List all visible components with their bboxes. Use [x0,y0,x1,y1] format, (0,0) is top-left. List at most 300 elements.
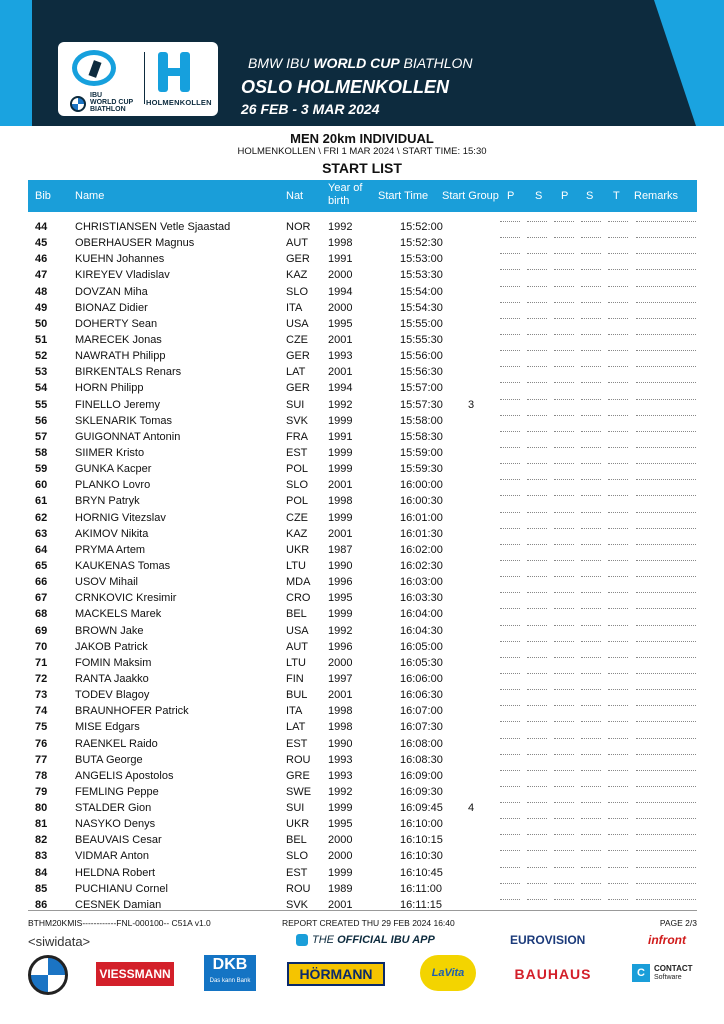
blank-entry-line [527,834,547,835]
blank-entry-line [608,770,628,771]
year-cell: 1996 [328,576,353,589]
blank-entry-line [581,431,601,432]
table-row [0,543,724,559]
blank-entry-line [554,641,574,642]
blank-entry-line [608,592,628,593]
blank-entry-line [581,399,601,400]
blank-entry-line [636,495,696,496]
nat-cell: SVK [286,898,309,911]
nat-cell: LTU [286,559,306,572]
blank-entry-line [500,528,520,529]
blank-entry-line [636,350,696,351]
blank-entry-line [581,512,601,513]
blank-entry-line [527,253,547,254]
blank-entry-line [554,286,574,287]
name-cell: TODEV Blagoy [75,689,150,702]
biathlete-logo-icon [72,50,116,86]
blank-entry-line [500,867,520,868]
nat-cell: ROU [286,753,311,766]
year-cell: 1987 [328,543,353,556]
blank-entry-line [554,237,574,238]
blank-entry-line [527,850,547,851]
table-row [0,430,724,446]
event-series: BMW IBU WORLD CUP BIATHLON [248,55,473,71]
blank-entry-line [581,237,601,238]
name-cell: KIREYEV Vladislav [75,269,170,282]
blank-entry-line [581,818,601,819]
blank-entry-line [636,399,696,400]
contact-software-logo: C CONTACT Software [632,960,698,986]
bib-cell: 50 [35,317,48,330]
blank-entry-line [581,495,601,496]
blank-entry-line [554,754,574,755]
blank-entry-line [527,689,547,690]
start-group-cell: 4 [468,802,475,815]
name-cell: MACKELS Marek [75,608,162,621]
blank-entry-line [636,818,696,819]
year-cell: 1990 [328,737,353,750]
blank-entry-line [608,738,628,739]
bib-cell: 59 [35,463,48,476]
table-row [0,688,724,704]
report-created: REPORT CREATED THU 29 FEB 2024 16:40 [282,918,455,928]
nat-cell: SVK [286,414,309,427]
blank-entry-line [581,673,601,674]
year-cell: 1991 [328,430,353,443]
name-cell: NAWRATH Philipp [75,350,166,363]
blank-entry-line [500,447,520,448]
name-cell: OBERHAUSER Magnus [75,237,195,250]
start-time-cell: 15:52:30 [400,237,443,250]
siwidata-logo: <siwidata> [28,934,91,949]
blank-entry-line [527,237,547,238]
nat-cell: POL [286,463,309,476]
blank-entry-line [636,592,696,593]
blank-entry-line [500,899,520,900]
blank-entry-line [581,754,601,755]
blank-entry-line [581,528,601,529]
blank-entry-line [581,253,601,254]
year-cell: 1999 [328,866,353,879]
nat-cell: EST [286,866,308,879]
blank-entry-line [500,334,520,335]
start-time-cell: 16:02:30 [400,559,443,572]
logo-divider [144,52,145,104]
blank-entry-line [581,576,601,577]
bib-cell: 63 [35,527,48,540]
year-cell: 2001 [328,689,353,702]
nat-cell: GER [286,350,310,363]
bib-cell: 74 [35,705,48,718]
year-cell: 1990 [328,559,353,572]
col-prone-2: P [561,190,569,202]
footer-divider [28,910,697,911]
col-start-group: Start Group [442,190,499,202]
blank-entry-line [608,818,628,819]
holmenkollen-h-icon [158,52,192,92]
blank-entry-line [554,657,574,658]
bib-cell: 58 [35,446,48,459]
year-cell: 1998 [328,705,353,718]
blank-entry-line [608,560,628,561]
hormann-logo: HÖRMANN [287,962,385,986]
name-cell: PRYMA Artem [75,543,146,556]
blank-entry-line [608,705,628,706]
name-cell: PLANKO Lovro [75,479,151,492]
table-row [0,866,724,882]
name-cell: USOV Mihail [75,576,138,589]
blank-entry-line [636,415,696,416]
name-cell: CHRISTIANSEN Vetle Sjaastad [75,221,231,233]
blank-entry-line [500,318,520,319]
name-cell: SKLENARIK Tomas [75,414,173,427]
name-cell: FOMIN Maksim [75,656,152,669]
nat-cell: USA [286,624,309,637]
blank-entry-line [527,705,547,706]
start-time-cell: 16:07:30 [400,721,443,734]
blank-entry-line [608,350,628,351]
start-time-cell: 16:00:00 [400,479,443,492]
year-cell: 1999 [328,414,353,427]
year-cell: 2000 [328,301,353,314]
blank-entry-line [527,786,547,787]
bib-cell: 60 [35,479,48,492]
name-cell: STALDER Gion [75,802,152,815]
blank-entry-line [527,415,547,416]
table-row [0,511,724,527]
blank-entry-line [527,399,547,400]
blank-entry-line [500,576,520,577]
nat-cell: POL [286,495,309,508]
table-header [28,180,697,212]
start-time-cell: 15:55:00 [400,317,443,330]
table-row [0,285,724,301]
blank-entry-line [527,479,547,480]
logo-venue-name: HOLMENKOLLEN [146,98,212,107]
col-prone-1: P [507,190,515,202]
name-cell: NASYKO Denys [75,818,156,831]
blank-entry-line [500,738,520,739]
table-row [0,527,724,543]
col-remarks: Remarks [634,190,679,202]
blank-entry-line [581,705,601,706]
table-row [0,817,724,833]
blank-entry-line [636,867,696,868]
blank-entry-line [554,221,574,222]
blank-entry-line [636,253,696,254]
name-cell: JAKOB Patrick [75,640,148,653]
blank-entry-line [500,286,520,287]
start-time-cell: 16:00:30 [400,495,443,508]
blank-entry-line [581,625,601,626]
name-cell: GUIGONNAT Antonin [75,430,181,443]
blank-entry-line [581,269,601,270]
start-time-cell: 15:58:00 [400,414,443,427]
nat-cell: AUT [286,237,308,250]
blank-entry-line [581,302,601,303]
name-cell: ANGELIS Apostolos [75,769,174,782]
blank-entry-line [554,818,574,819]
blank-entry-line [500,883,520,884]
bib-cell: 49 [35,301,48,314]
blank-entry-line [581,608,601,609]
blank-entry-line [500,399,520,400]
name-cell: BRAUNHOFER Patrick [75,705,189,718]
blank-entry-line [500,705,520,706]
blank-entry-line [581,560,601,561]
bauhaus-logo: BAUHAUS [514,966,592,982]
blank-entry-line [554,318,574,319]
start-time-cell: 16:05:00 [400,640,443,653]
blank-entry-line [527,641,547,642]
table-row [0,720,724,736]
year-cell: 1997 [328,672,353,685]
year-cell: 2000 [328,834,353,847]
lavita-logo: LaVita [420,955,476,991]
start-time-cell: 15:56:00 [400,350,443,363]
bib-cell: 51 [35,333,48,346]
start-time-cell: 16:02:00 [400,543,443,556]
table-row [0,478,724,494]
blank-entry-line [527,269,547,270]
blank-entry-line [636,447,696,448]
name-cell: GUNKA Kacper [75,463,152,476]
blank-entry-line [527,318,547,319]
table-row [0,833,724,849]
blank-entry-line [608,528,628,529]
nat-cell: USA [286,317,309,330]
blank-entry-line [608,673,628,674]
blank-entry-line [636,899,696,900]
table-row [0,624,724,640]
bib-cell: 45 [35,237,48,250]
ibu-app-logo: THE OFFICIAL IBU APP [296,934,435,946]
blank-entry-line [636,221,696,222]
blank-entry-line [554,867,574,868]
blank-entry-line [527,431,547,432]
blank-entry-line [636,576,696,577]
blank-entry-line [527,867,547,868]
dkb-logo: DKB Das kann Bank [204,955,256,991]
bib-cell: 56 [35,414,48,427]
bib-cell: 61 [35,495,48,508]
table-row [0,656,724,672]
year-cell: 1999 [328,511,353,524]
blank-entry-line [500,850,520,851]
blank-entry-line [636,883,696,884]
nat-cell: FRA [286,430,308,443]
blank-entry-line [527,721,547,722]
document-code: BTHM20KMIS------------FNL-000100-- C51A v1.0 [28,918,211,928]
blank-entry-line [500,818,520,819]
name-cell: RAENKEL Raido [75,737,158,750]
blank-entry-line [500,592,520,593]
table-row [0,575,724,591]
name-cell: SIIMER Kristo [75,446,145,459]
nat-cell: CRO [286,592,311,605]
blank-entry-line [581,415,601,416]
blank-entry-line [527,366,547,367]
blank-entry-line [554,689,574,690]
list-title: START LIST [322,160,402,176]
blank-entry-line [554,269,574,270]
year-cell: 1989 [328,882,353,895]
blank-entry-line [500,253,520,254]
blank-entry-line [554,770,574,771]
nat-cell: UKR [286,818,310,831]
blank-entry-line [608,608,628,609]
nat-cell: SLO [286,850,309,863]
year-cell: 2001 [328,527,353,540]
event-banner [0,0,724,126]
blank-entry-line [581,544,601,545]
year-cell: 1999 [328,802,353,815]
blank-entry-line [554,899,574,900]
table-row [0,591,724,607]
blank-entry-line [608,689,628,690]
table-row [0,398,724,414]
blank-entry-line [554,334,574,335]
blank-entry-line [608,302,628,303]
nat-cell: GRE [286,769,310,782]
blank-entry-line [554,786,574,787]
blank-entry-line [581,221,601,222]
nat-cell: ROU [286,882,311,895]
blank-entry-line [500,721,520,722]
bib-cell: 78 [35,769,48,782]
nat-cell: CZE [286,511,308,524]
blank-entry-line [608,399,628,400]
blank-entry-line [500,221,520,222]
blank-entry-line [500,754,520,755]
blank-entry-line [527,334,547,335]
start-time-cell: 16:06:00 [400,672,443,685]
blank-entry-line [636,802,696,803]
blank-entry-line [527,560,547,561]
blank-entry-line [636,625,696,626]
blank-entry-line [608,447,628,448]
year-cell: 2001 [328,366,353,379]
blank-entry-line [500,689,520,690]
blank-entry-line [554,302,574,303]
blank-entry-line [527,576,547,577]
table-row [0,252,724,268]
blank-entry-line [554,608,574,609]
blank-entry-line [636,641,696,642]
table-row [0,769,724,785]
start-time-cell: 16:01:30 [400,527,443,540]
year-cell: 2000 [328,850,353,863]
bib-cell: 73 [35,689,48,702]
blank-entry-line [500,431,520,432]
blank-entry-line [554,560,574,561]
start-time-cell: 16:11:00 [400,882,443,895]
event-dates: 26 FEB - 3 MAR 2024 [241,101,380,117]
bib-cell: 77 [35,753,48,766]
blank-entry-line [554,431,574,432]
blank-entry-line [608,802,628,803]
nat-cell: FIN [286,672,304,685]
year-cell: 1998 [328,237,353,250]
bmw-logo-icon [28,955,68,995]
bib-cell: 71 [35,656,48,669]
blank-entry-line [636,237,696,238]
blank-entry-line [500,237,520,238]
start-time-cell: 15:57:00 [400,382,443,395]
blank-entry-line [608,382,628,383]
name-cell: KAUKENAS Tomas [75,559,171,572]
table-row [0,333,724,349]
name-cell: RANTA Jaakko [75,672,149,685]
name-cell: HORNIG Vitezslav [75,511,166,524]
blank-entry-line [554,673,574,674]
blank-entry-line [581,802,601,803]
bib-cell: 46 [35,253,48,266]
bib-cell: 48 [35,285,48,298]
start-time-cell: 16:10:00 [400,818,443,831]
table-row [0,365,724,381]
blank-entry-line [581,479,601,480]
year-cell: 1995 [328,818,353,831]
year-cell: 1992 [328,221,353,233]
blank-entry-line [608,495,628,496]
bib-cell: 81 [35,818,48,831]
blank-entry-line [581,447,601,448]
start-time-cell: 15:59:00 [400,446,443,459]
name-cell: DOHERTY Sean [75,317,158,330]
blank-entry-line [500,512,520,513]
blank-entry-line [554,253,574,254]
blank-entry-line [608,657,628,658]
bib-cell: 76 [35,737,48,750]
start-time-cell: 16:06:30 [400,689,443,702]
blank-entry-line [500,302,520,303]
blank-entry-line [500,415,520,416]
blank-entry-line [527,770,547,771]
blank-entry-line [554,479,574,480]
contact-icon: C [632,964,650,982]
bmw-small-logo-icon [70,96,86,112]
blank-entry-line [636,754,696,755]
blank-entry-line [500,544,520,545]
blank-entry-line [527,883,547,884]
name-cell: KUEHN Johannes [75,253,165,266]
blank-entry-line [636,608,696,609]
bib-cell: 65 [35,559,48,572]
name-cell: HORN Philipp [75,382,144,395]
name-cell: BIONAZ Didier [75,301,148,314]
blank-entry-line [636,366,696,367]
year-cell: 1992 [328,785,353,798]
table-row [0,882,724,898]
ibu-app-icon [296,934,308,946]
blank-entry-line [581,738,601,739]
nat-cell: NOR [286,221,311,233]
year-cell: 1991 [328,253,353,266]
start-time-cell: 15:55:30 [400,333,443,346]
blank-entry-line [636,770,696,771]
nat-cell: CZE [286,333,308,346]
blank-entry-line [581,867,601,868]
name-cell: BRYN Patryk [75,495,140,508]
nat-cell: BEL [286,608,307,621]
start-time-cell: 16:03:30 [400,592,443,605]
blank-entry-line [608,463,628,464]
year-cell: 2000 [328,269,353,282]
blank-entry-line [527,447,547,448]
blank-entry-line [554,512,574,513]
col-standing-2: S [586,190,594,202]
